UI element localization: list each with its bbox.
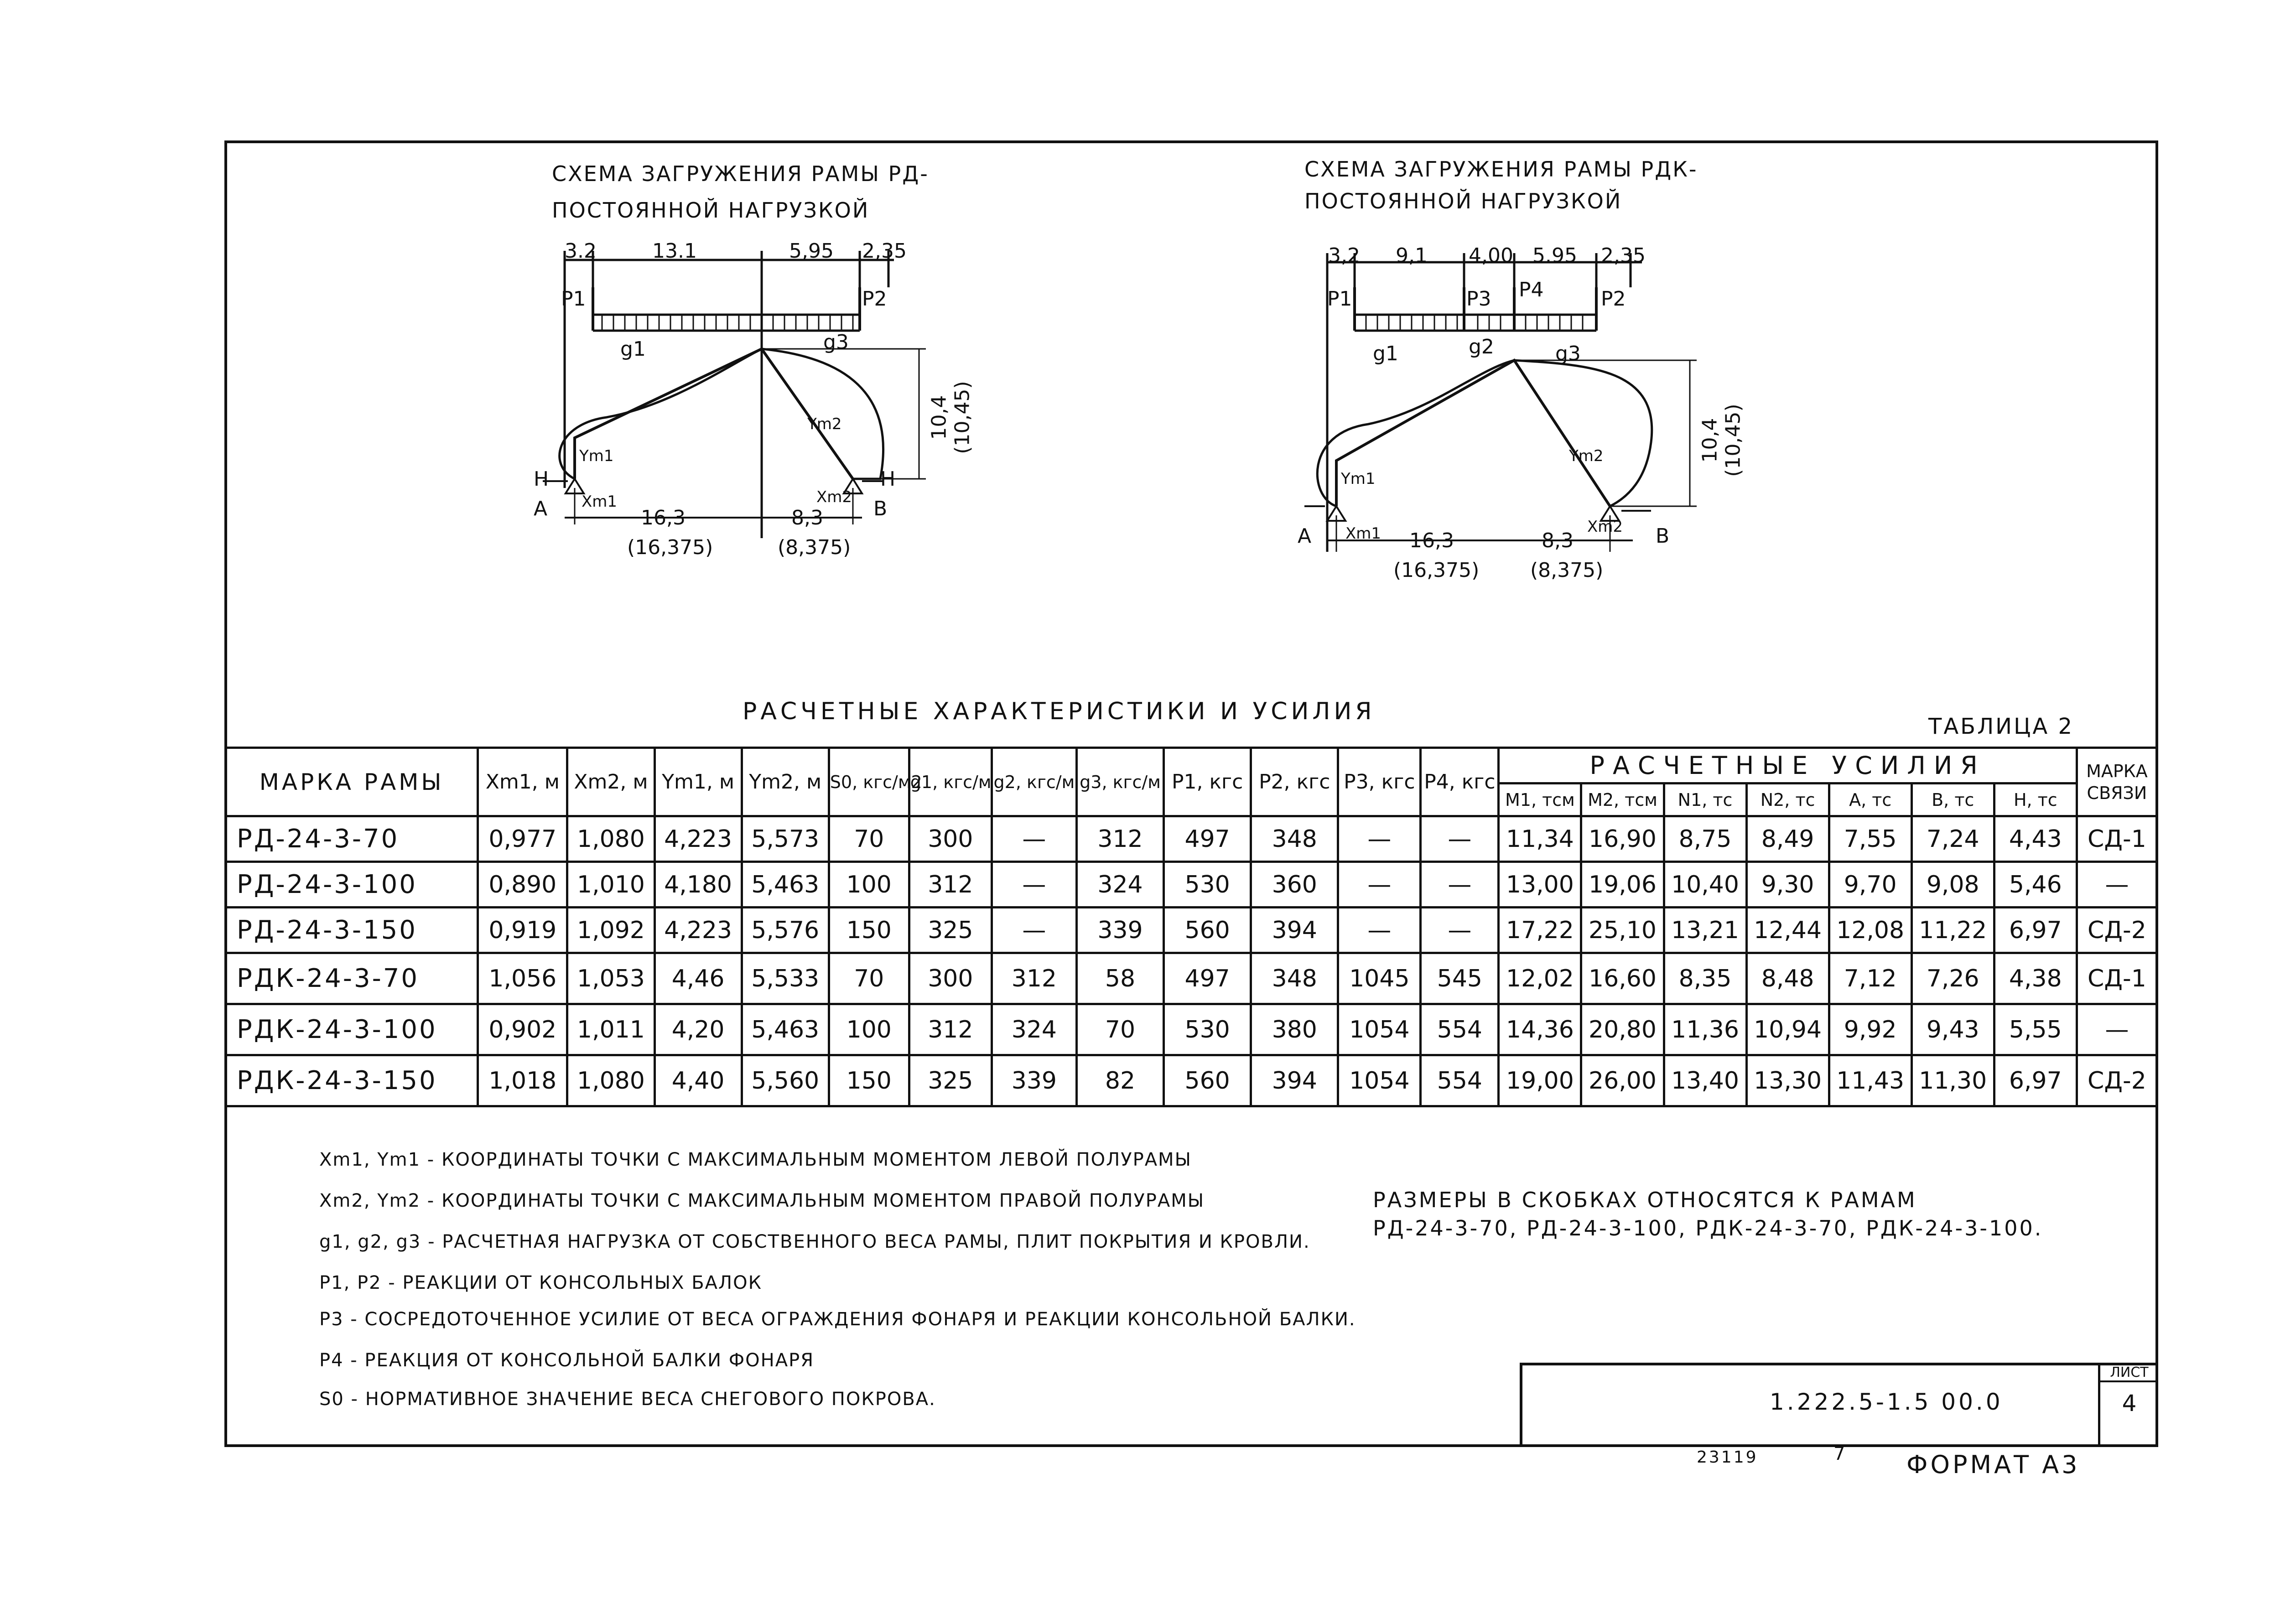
cell-n2: 8,48 [1746, 953, 1829, 1004]
sheet-number-box [2098, 1363, 2158, 1447]
cell-m2: 25,10 [1581, 908, 1664, 953]
cell-s0: 150 [829, 1055, 909, 1106]
cell-p3: 1045 [1338, 953, 1421, 1004]
cell-ym2: 5,533 [742, 953, 829, 1004]
note-6: P4 - РЕАКЦИЯ ОТ КОНСОЛЬНОЙ БАЛКИ ФОНАРЯ [319, 1350, 814, 1371]
cell-p1: 497 [1164, 953, 1251, 1004]
cell-g2: 339 [992, 1055, 1076, 1106]
cell-g1: 300 [909, 953, 992, 1004]
cell-g1: 312 [909, 1004, 992, 1055]
rdk-span-right: 8,3 [1542, 529, 1574, 552]
cell-p4: 554 [1421, 1055, 1499, 1106]
cell-link: СД-2 [2077, 1055, 2157, 1106]
cell-b: 9,08 [1911, 862, 1994, 908]
inventory-number: 23119 [1697, 1448, 1758, 1467]
cell-n1: 8,35 [1664, 953, 1746, 1004]
header-ym1: Ym1, м [654, 748, 742, 816]
dimension-note [1373, 1186, 2043, 1242]
diagram-rdk-title-1: СХЕМА ЗАГРУЖЕНИЯ РАМЫ РДК- [1304, 157, 1698, 182]
table-row [226, 862, 2157, 908]
cell-mark: РДК-24-3-100 [226, 1004, 478, 1055]
note-4: P1, P2 - РЕАКЦИИ ОТ КОНСОЛЬНЫХ БАЛОК [319, 1272, 762, 1293]
table-row [226, 953, 2157, 1004]
header-xm2: Xm2, м [567, 748, 654, 816]
cell-n2: 9,30 [1746, 862, 1829, 908]
cell-b: 7,26 [1911, 953, 1994, 1004]
cell-p2: 394 [1251, 1055, 1338, 1106]
diagram-rd-drawing [515, 150, 971, 579]
cell-m1: 12,02 [1499, 953, 1581, 1004]
cell-g3: 339 [1076, 908, 1163, 953]
rd-h-left: H [534, 467, 549, 491]
rdk-ym1: Ym1 [1341, 470, 1376, 488]
cell-h: 6,97 [1994, 908, 2077, 953]
cell-m1: 17,22 [1499, 908, 1581, 953]
diagram-rdk-title-2: ПОСТОЯННОЙ НАГРУЗКОЙ [1304, 189, 1622, 213]
rdk-span-left: 16,3 [1409, 529, 1454, 552]
sheet-label: ЛИСТ [2100, 1365, 2158, 1382]
cell-b: 7,24 [1911, 816, 1994, 862]
cell-p4: — [1421, 908, 1499, 953]
rdk-height: 10,4 [1698, 418, 1722, 463]
cell-xm1: 0,977 [478, 816, 567, 862]
header-p1: P1, кгс [1164, 748, 1251, 816]
cell-m2: 26,00 [1581, 1055, 1664, 1106]
header-link: МАРКА СВЯЗИ [2077, 748, 2157, 816]
cell-m2: 19,06 [1581, 862, 1664, 908]
format-label: ФОРМАТ А3 [1906, 1450, 2080, 1479]
cell-mark: РДК-24-3-70 [226, 953, 478, 1004]
cell-m2: 20,80 [1581, 1004, 1664, 1055]
rd-xm2: Xm2 [816, 488, 852, 506]
header-g2: g2, кгс/м [992, 748, 1076, 816]
cell-mark: РДК-24-3-150 [226, 1055, 478, 1106]
rd-span-left-alt: (16,375) [627, 536, 713, 559]
header-a: A, тс [1829, 783, 1911, 816]
cell-p1: 560 [1164, 908, 1251, 953]
header-m2: M2, тсм [1581, 783, 1664, 816]
rd-span-left: 16,3 [641, 506, 686, 529]
header-n2: N2, тс [1746, 783, 1829, 816]
cell-p3: 1054 [1338, 1055, 1421, 1106]
cell-a: 9,92 [1829, 1004, 1911, 1055]
rdk-support-a: A [1298, 524, 1312, 548]
page-number: 7 [1833, 1443, 1845, 1464]
rd-dim-4: 2,35 [862, 239, 907, 263]
note-7: S0 - НОРМАТИВНОЕ ЗНАЧЕНИЕ ВЕСА СНЕГОВОГО ПОКРОВА. [319, 1389, 936, 1410]
rdk-dim-1: 3,2 [1328, 244, 1360, 267]
cell-m2: 16,90 [1581, 816, 1664, 862]
rdk-support-b: B [1656, 524, 1670, 548]
cell-p2: 394 [1251, 908, 1338, 953]
cell-s0: 70 [829, 816, 909, 862]
cell-h: 5,46 [1994, 862, 2077, 908]
cell-ym1: 4,40 [654, 1055, 742, 1106]
dimension-note-line1: РАЗМЕРЫ В СКОБКАХ ОТНОСЯТСЯ К РАМАМ [1373, 1188, 1917, 1212]
cell-a: 9,70 [1829, 862, 1911, 908]
cell-a: 7,12 [1829, 953, 1911, 1004]
rdk-p1: P1 [1327, 287, 1352, 311]
note-5: P3 - СОСРЕДОТОЧЕННОЕ УСИЛИЕ ОТ ВЕСА ОГРАЖДЕНИЯ ФОНАРЯ И РЕАКЦИИ КОНСОЛЬНОЙ БАЛКИ. [319, 1309, 1356, 1330]
dimension-note-line2: РД-24-3-70, РД-24-3-100, РДК-24-3-70, РДК-24-3-100. [1373, 1216, 2043, 1240]
cell-ym2: 5,573 [742, 816, 829, 862]
rd-g3: g3 [823, 331, 849, 354]
header-p3: P3, кгс [1338, 748, 1421, 816]
rd-dim-3: 5,95 [789, 239, 834, 263]
cell-g3: 70 [1076, 1004, 1163, 1055]
rd-dim-2: 13.1 [652, 239, 697, 263]
cell-s0: 70 [829, 953, 909, 1004]
header-ym2: Ym2, м [742, 748, 829, 816]
header-design-forces: РАСЧЕТНЫЕ УСИЛИЯ [1499, 748, 2077, 783]
diagram-rd-title-1: СХЕМА ЗАГРУЖЕНИЯ РАМЫ РД- [552, 161, 929, 186]
cell-h: 4,38 [1994, 953, 2077, 1004]
note-2: Xm2, Ym2 - КООРДИНАТЫ ТОЧКИ С МАКСИМАЛЬНЫМ МОМЕНТОМ ПРАВОЙ ПОЛУРАМЫ [319, 1190, 1205, 1211]
cell-g3: 324 [1076, 862, 1163, 908]
cell-ym2: 5,576 [742, 908, 829, 953]
sheet-number: 4 [2122, 1390, 2137, 1416]
cell-p3: 1054 [1338, 1004, 1421, 1055]
cell-g2: — [992, 816, 1076, 862]
cell-xm1: 0,902 [478, 1004, 567, 1055]
results-table [224, 747, 2158, 1107]
rdk-g2: g2 [1469, 335, 1494, 358]
header-p4: P4, кгс [1421, 748, 1499, 816]
cell-n2: 12,44 [1746, 908, 1829, 953]
header-m1: M1, тсм [1499, 783, 1581, 816]
cell-xm2: 1,011 [567, 1004, 654, 1055]
rd-span-right-alt: (8,375) [778, 536, 851, 559]
cell-m1: 13,00 [1499, 862, 1581, 908]
cell-g3: 82 [1076, 1055, 1163, 1106]
cell-xm1: 0,919 [478, 908, 567, 953]
cell-g2: — [992, 862, 1076, 908]
cell-p4: 545 [1421, 953, 1499, 1004]
results-table-body [226, 816, 2157, 1106]
cell-h: 5,55 [1994, 1004, 2077, 1055]
cell-a: 7,55 [1829, 816, 1911, 862]
cell-n2: 13,30 [1746, 1055, 1829, 1106]
cell-s0: 100 [829, 862, 909, 908]
table-title: РАСЧЕТНЫЕ ХАРАКТЕРИСТИКИ И УСИЛИЯ [743, 698, 1376, 725]
diagram-rdk [1277, 150, 1745, 607]
cell-g1: 325 [909, 1055, 992, 1106]
rd-g1: g1 [620, 337, 646, 361]
rd-p2: P2 [862, 287, 887, 311]
header-s0: S0, кгс/м2 [829, 748, 909, 816]
cell-s0: 150 [829, 908, 909, 953]
header-xm1: Xm1, м [478, 748, 567, 816]
cell-xm2: 1,053 [567, 953, 654, 1004]
cell-m1: 14,36 [1499, 1004, 1581, 1055]
cell-m1: 19,00 [1499, 1055, 1581, 1106]
rdk-xm2: Xm2 [1587, 518, 1623, 536]
table-row [226, 1004, 2157, 1055]
cell-ym2: 5,560 [742, 1055, 829, 1106]
rdk-p2: P2 [1601, 287, 1626, 311]
cell-p4: — [1421, 862, 1499, 908]
table-row [226, 1055, 2157, 1106]
cell-xm2: 1,092 [567, 908, 654, 953]
rdk-height-alt: (10,45) [1721, 404, 1745, 477]
cell-g3: 312 [1076, 816, 1163, 862]
cell-m2: 16,60 [1581, 953, 1664, 1004]
header-b: B, тс [1911, 783, 1994, 816]
cell-link: СД-1 [2077, 816, 2157, 862]
cell-link: СД-2 [2077, 908, 2157, 953]
table-row [226, 816, 2157, 862]
cell-n1: 8,75 [1664, 816, 1746, 862]
cell-g2: — [992, 908, 1076, 953]
rd-h-right: H [880, 467, 896, 491]
header-g3: g3, кгс/м [1076, 748, 1163, 816]
diagram-rd [515, 150, 974, 579]
cell-ym1: 4,20 [654, 1004, 742, 1055]
cell-mark: РД-24-3-70 [226, 816, 478, 862]
cell-p2: 380 [1251, 1004, 1338, 1055]
cell-link: СД-1 [2077, 953, 2157, 1004]
cell-m1: 11,34 [1499, 816, 1581, 862]
document-code: 1.222.5-1.5 00.0 [1770, 1389, 2003, 1415]
cell-g2: 312 [992, 953, 1076, 1004]
cell-p2: 348 [1251, 816, 1338, 862]
cell-xm1: 1,018 [478, 1055, 567, 1106]
header-p2: P2, кгс [1251, 748, 1338, 816]
rd-support-b: B [873, 497, 888, 520]
cell-p1: 530 [1164, 862, 1251, 908]
header-h: H, тс [1994, 783, 2077, 816]
cell-g1: 300 [909, 816, 992, 862]
cell-p4: — [1421, 816, 1499, 862]
cell-p3: — [1338, 908, 1421, 953]
cell-p3: — [1338, 816, 1421, 862]
cell-link: — [2077, 1004, 2157, 1055]
rdk-dim-2: 9,1 [1396, 244, 1428, 267]
cell-p1: 560 [1164, 1055, 1251, 1106]
cell-s0: 100 [829, 1004, 909, 1055]
cell-h: 4,43 [1994, 816, 2077, 862]
cell-xm2: 1,010 [567, 862, 654, 908]
diagram-rd-title-2: ПОСТОЯННОЙ НАГРУЗКОЙ [552, 198, 870, 223]
rdk-p4: P4 [1519, 278, 1544, 301]
cell-ym2: 5,463 [742, 1004, 829, 1055]
cell-n1: 13,21 [1664, 908, 1746, 953]
rdk-p3: P3 [1466, 287, 1491, 311]
cell-g3: 58 [1076, 953, 1163, 1004]
cell-xm1: 1,056 [478, 953, 567, 1004]
rdk-dim-5: 2,35 [1601, 244, 1646, 267]
cell-mark: РД-24-3-150 [226, 908, 478, 953]
rdk-span-left-alt: (16,375) [1393, 559, 1480, 582]
note-1: Xm1, Ym1 - КООРДИНАТЫ ТОЧКИ С МАКСИМАЛЬНЫМ МОМЕНТОМ ЛЕВОЙ ПОЛУРАМЫ [319, 1149, 1192, 1170]
rd-support-a: A [534, 497, 548, 520]
rd-ym1: Ym1 [579, 447, 614, 465]
cell-n1: 13,40 [1664, 1055, 1746, 1106]
rdk-dim-4: 5.95 [1532, 244, 1577, 267]
header-mark: МАРКА РАМЫ [226, 748, 478, 816]
rd-height-alt: (10,45) [950, 381, 974, 454]
rdk-span-right-alt: (8,375) [1530, 559, 1604, 582]
cell-n1: 11,36 [1664, 1004, 1746, 1055]
cell-ym1: 4,223 [654, 908, 742, 953]
cell-a: 12,08 [1829, 908, 1911, 953]
header-g1: g1, кгс/м [909, 748, 992, 816]
rdk-g3: g3 [1555, 342, 1581, 365]
cell-mark: РД-24-3-100 [226, 862, 478, 908]
cell-link: — [2077, 862, 2157, 908]
cell-n1: 10,40 [1664, 862, 1746, 908]
header-n1: N1, тс [1664, 783, 1746, 816]
cell-b: 11,22 [1911, 908, 1994, 953]
table-number: ТАБЛИЦА 2 [1928, 714, 2074, 739]
rd-p1: P1 [561, 287, 586, 311]
cell-p3: — [1338, 862, 1421, 908]
rdk-dim-3: 4,00 [1469, 244, 1513, 267]
cell-p2: 360 [1251, 862, 1338, 908]
cell-p4: 554 [1421, 1004, 1499, 1055]
rd-span-right: 8,3 [791, 506, 823, 529]
note-3: g1, g2, g3 - РАСЧЕТНАЯ НАГРУЗКА ОТ СОБСТВЕННОГО ВЕСА РАМЫ, ПЛИТ ПОКРЫТИЯ И КРОВЛИ. [319, 1231, 1310, 1252]
cell-p1: 530 [1164, 1004, 1251, 1055]
cell-xm2: 1,080 [567, 816, 654, 862]
cell-ym1: 4,180 [654, 862, 742, 908]
rd-dim-1: 3.2 [565, 239, 597, 263]
cell-ym1: 4,46 [654, 953, 742, 1004]
cell-p2: 348 [1251, 953, 1338, 1004]
cell-n2: 8,49 [1746, 816, 1829, 862]
cell-g2: 324 [992, 1004, 1076, 1055]
cell-p1: 497 [1164, 816, 1251, 862]
cell-g1: 325 [909, 908, 992, 953]
cell-b: 11,30 [1911, 1055, 1994, 1106]
cell-xm2: 1,080 [567, 1055, 654, 1106]
table-row [226, 908, 2157, 953]
cell-xm1: 0,890 [478, 862, 567, 908]
cell-g1: 312 [909, 862, 992, 908]
rdk-xm1: Xm1 [1345, 524, 1382, 543]
cell-ym2: 5,463 [742, 862, 829, 908]
rdk-ym2: Ym2 [1569, 447, 1604, 465]
cell-n2: 10,94 [1746, 1004, 1829, 1055]
rd-xm1: Xm1 [582, 493, 618, 511]
rd-height: 10,4 [927, 395, 951, 440]
rdk-g1: g1 [1373, 342, 1398, 365]
cell-a: 11,43 [1829, 1055, 1911, 1106]
cell-ym1: 4,223 [654, 816, 742, 862]
cell-b: 9,43 [1911, 1004, 1994, 1055]
cell-h: 6,97 [1994, 1055, 2077, 1106]
rd-ym2: Ym2 [807, 415, 842, 433]
